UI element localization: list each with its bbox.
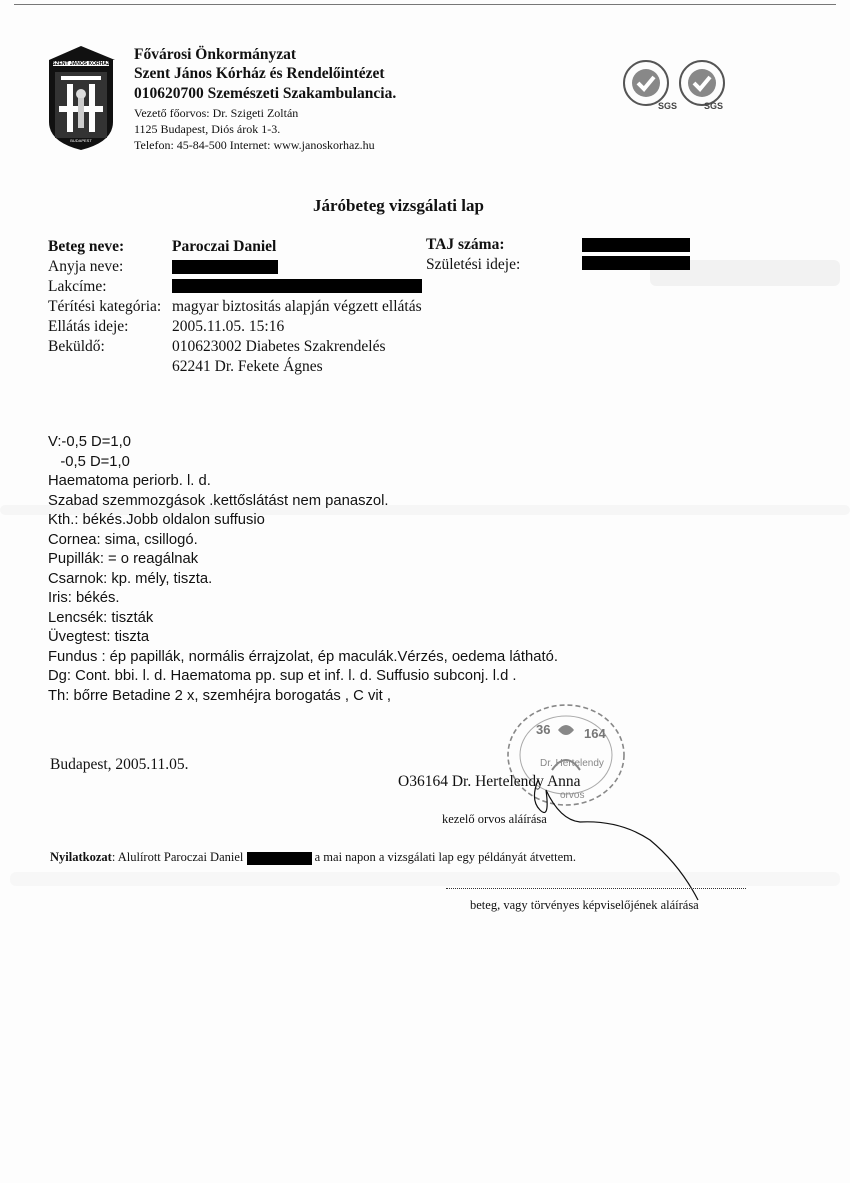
- header-hospital: Szent János Kórház és Rendelőintézet: [134, 65, 385, 82]
- header-department: 010620700 Szemészeti Szakambulancia.: [134, 85, 397, 102]
- doctor-signature: [520, 770, 720, 910]
- declaration: [50, 850, 576, 865]
- finding-line: Üvegtest: tiszta: [48, 629, 150, 645]
- redaction-declaration: [247, 852, 312, 865]
- place-date: Budapest, 2005.11.05.: [50, 756, 189, 773]
- address-label: Lakcíme:: [48, 278, 107, 295]
- birth-date-label: Születési ideje:: [426, 256, 521, 273]
- doctor-signature-label: kezelő orvos aláírása: [442, 812, 547, 826]
- top-border-line: [14, 4, 836, 5]
- patient-signature-label: beteg, vagy törvényes képviselőjének aláírása: [470, 898, 699, 912]
- referrer-line-2: 62241 Dr. Fekete Ágnes: [172, 358, 323, 375]
- taj-label: TAJ száma:: [426, 236, 505, 253]
- logo-text-top: SZENT JÁNOS KÓRHÁZ: [52, 61, 110, 67]
- finding-line: Lencsék: tiszták: [48, 609, 154, 626]
- payment-value: magyar biztositás alapján végzett ellátás: [172, 298, 422, 315]
- stamp-name: Dr. Hertelendy: [540, 758, 604, 769]
- redaction-mother-name: [172, 260, 278, 274]
- patient-name-label: Beteg neve:: [48, 238, 125, 255]
- cert-label-2: SGS: [704, 101, 724, 111]
- redaction-birth-date: [582, 256, 690, 270]
- header-org: Fővárosi Önkormányzat: [134, 46, 297, 63]
- care-date-label: Ellátás ideje:: [48, 318, 129, 335]
- redaction-taj: [582, 238, 690, 252]
- stamp-line-2: 164: [584, 726, 606, 741]
- finding-line: Szabad szemmozgások .kettőslátást nem panaszol.: [48, 492, 389, 509]
- stamp-role: orvos: [560, 790, 585, 801]
- finding-line: -0,5 D=1,0: [48, 453, 130, 470]
- declaration-prefix: : Alulírott Paroczai Daniel: [111, 850, 244, 864]
- referrer-line-1: 010623002 Diabetes Szakrendelés: [172, 338, 386, 355]
- treating-doctor: O36164 Dr. Hertelendy Anna: [398, 773, 581, 790]
- patient-signature-line: [446, 888, 746, 889]
- care-date-value: 2005.11.05. 15:16: [172, 318, 285, 335]
- finding-line: Th: bőrre Betadine 2 x, szemhéjra borogatás , C vit ,: [48, 687, 391, 704]
- finding-line: Dg: Cont. bbi. l. d. Haematoma pp. sup et inf. l. d. Suffusio subconj. l.d .: [48, 668, 517, 684]
- sgs-certification-icon: [618, 55, 730, 115]
- finding-line: V:-0,5 D=1,0: [48, 434, 131, 450]
- header-chief: Vezető főorvos: Dr. Szigeti Zoltán: [134, 106, 299, 120]
- finding-line: Fundus : ép papillák, normális érrajzolat, ép maculák.Vérzés, oedema látható.: [48, 648, 558, 665]
- finding-line: Haematoma periorb. l. d.: [48, 473, 211, 489]
- logo-text-bottom: BUDAPEST: [70, 138, 92, 143]
- hospital-crest-logo: [45, 44, 117, 152]
- patient-name: Paroczai Daniel: [172, 238, 277, 255]
- header-address: 1125 Budapest, Diós árok 1-3.: [134, 122, 281, 136]
- redaction-address: [172, 279, 422, 293]
- finding-line: Csarnok: kp. mély, tiszta.: [48, 570, 213, 587]
- document-title: Járóbeteg vizsgálati lap: [313, 196, 484, 215]
- declaration-label: Nyilatkozat: [50, 850, 112, 864]
- finding-line: Pupillák: = o reagálnak: [48, 551, 199, 567]
- finding-line: Cornea: sima, csillogó.: [48, 531, 198, 548]
- mother-name-label: Anyja neve:: [48, 258, 124, 275]
- header-contact: Telefon: 45-84-500 Internet: www.janoskorhaz.hu: [134, 138, 375, 152]
- payment-label: Térítési kategória:: [48, 298, 162, 315]
- cert-label-1: SGS: [658, 101, 678, 111]
- finding-line: Kth.: békés.Jobb oldalon suffusio: [48, 512, 265, 528]
- findings-block: [48, 433, 558, 706]
- finding-line: Iris: békés.: [48, 590, 120, 606]
- stamp-line-1: 36: [536, 722, 551, 737]
- referrer-label: Beküldő:: [48, 338, 105, 355]
- declaration-suffix: a mai napon a vizsgálati lap egy példányát átvettem.: [314, 850, 576, 864]
